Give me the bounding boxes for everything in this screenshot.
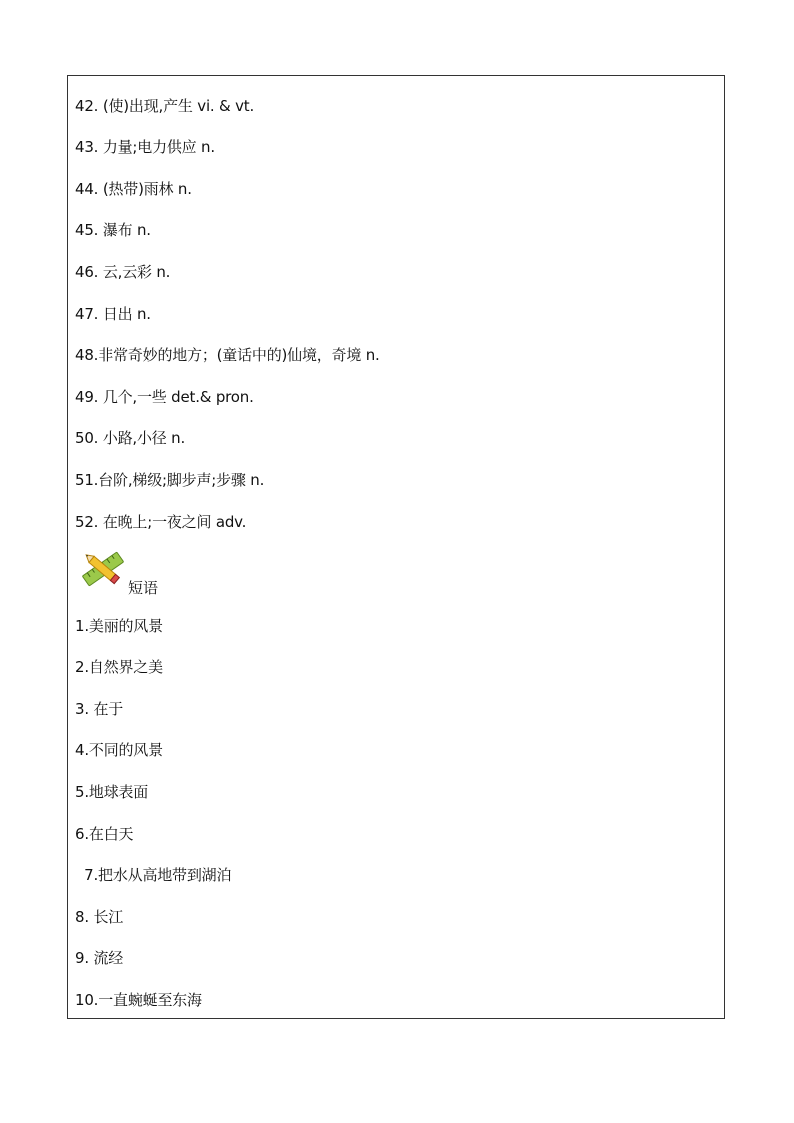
phrase-item-7: 7.把水从高地带到湖泊 — [75, 866, 232, 884]
phrase-item-2: 2.自然界之美 — [75, 658, 163, 676]
phrase-item-10: 10.一直蜿蜒至东海 — [75, 991, 202, 1009]
phrase-item-3: 3. 在于 — [75, 700, 124, 718]
vocab-item-51: 51.台阶,梯级;脚步声;步骤 n. — [75, 471, 265, 489]
vocab-item-49: 49. 几个,一些 det.& pron. — [75, 388, 254, 406]
vocab-item-47: 47. 日出 n. — [75, 305, 151, 323]
vocab-item-50: 50. 小路,小径 n. — [75, 429, 186, 447]
phrases-section-header — [78, 545, 198, 595]
phrase-item-8: 8. 长江 — [75, 908, 124, 926]
vocab-item-42: 42. (使)出现,产生 vi. & vt. — [75, 97, 255, 115]
phrase-item-9: 9. 流经 — [75, 949, 124, 967]
vocab-item-46: 46. 云,云彩 n. — [75, 263, 171, 281]
vocab-item-52: 52. 在晚上;一夜之间 adv. — [75, 513, 247, 531]
vocab-item-45: 45. 瀑布 n. — [75, 221, 151, 239]
phrase-item-5: 5.地球表面 — [75, 783, 149, 801]
vocab-item-48: 48.非常奇妙的地方；(童话中的)仙境，奇境 n. — [75, 346, 380, 364]
vocab-item-43: 43. 力量;电力供应 n. — [75, 138, 215, 156]
phrase-item-6: 6.在白天 — [75, 825, 134, 843]
phrase-item-1: 1.美丽的风景 — [75, 617, 163, 635]
phrase-item-4: 4.不同的风景 — [75, 741, 163, 759]
pencil-ruler-icon — [78, 545, 128, 591]
vocab-item-44: 44. (热带)雨林 n. — [75, 180, 192, 198]
phrases-section-title: 短语 — [128, 579, 159, 597]
